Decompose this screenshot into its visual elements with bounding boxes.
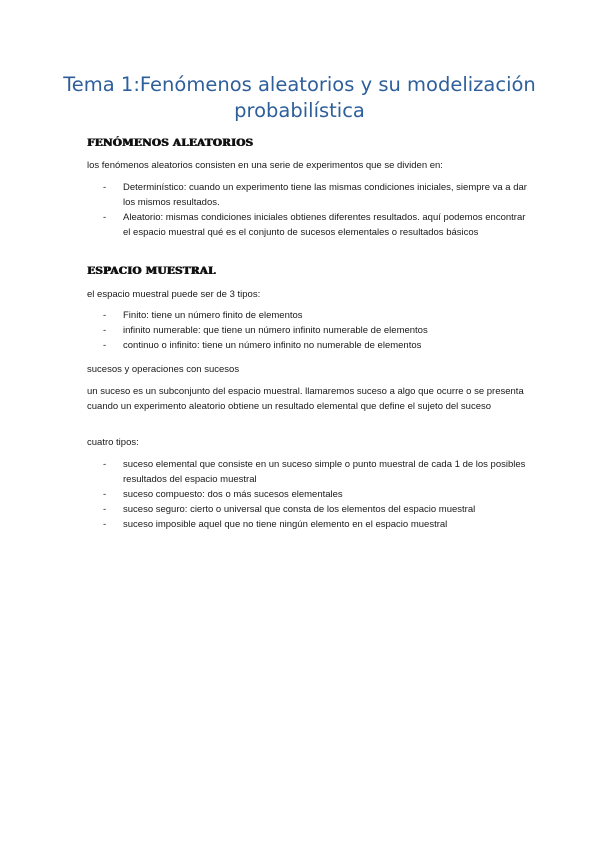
types-list <box>87 457 527 532</box>
bullet-dash: - <box>103 310 107 321</box>
list-item <box>87 180 527 210</box>
list-item <box>87 502 527 517</box>
bullet-dash: - <box>103 325 107 336</box>
list-item <box>87 457 527 487</box>
list-item-text: Finito: tiene un número finito de elementos <box>123 310 303 321</box>
list-item <box>87 517 527 532</box>
list-item-text: suceso compuesto: dos o más sucesos elementales <box>123 489 343 500</box>
bullet-dash: - <box>103 340 107 351</box>
types-intro: cuatro tipos: <box>87 437 139 448</box>
page-title: Tema 1:Fenómenos aleatorios y su modelización probabilística <box>63 73 536 122</box>
bullet-dash: - <box>103 519 107 530</box>
sucesos-paragraph: un suceso es un subconjunto del espacio muestral. llamaremos suceso a algo que ocurre o se presenta cuando un experimento aleatorio obtiene un resultado elemental que define el sujeto del suceso <box>87 386 524 412</box>
bullet-dash: - <box>103 182 107 193</box>
section2-list <box>87 308 527 353</box>
bullet-dash: - <box>103 504 107 515</box>
section1-intro: los fenómenos aleatorios consisten en una serie de experimentos que se dividen en: <box>87 160 443 171</box>
list-item <box>87 210 527 240</box>
list-item <box>87 487 527 502</box>
bullet-dash: - <box>103 459 107 470</box>
section2-intro: el espacio muestral puede ser de 3 tipos: <box>87 289 261 300</box>
section-heading-espacio-muestral: ESPACIO MUESTRAL <box>87 265 216 277</box>
list-item-text: infinito numerable: que tiene un número infinito numerable de elementos <box>123 325 428 336</box>
list-item <box>87 338 527 353</box>
list-item-text: suceso elemental que consiste en un suceso simple o punto muestral de cada 1 de los posibles resultados del espacio muestral <box>123 459 526 485</box>
bullet-dash: - <box>103 489 107 500</box>
section-heading-fenomenos-aleatorios: FENÓMENOS ALEATORIOS <box>87 137 254 149</box>
list-item-text: Determinístico: cuando un experimento tiene las mismas condiciones iniciales, siempre va a dar los mismos resultados. <box>123 182 527 208</box>
list-item-text: suceso seguro: cierto o universal que consta de los elementos del espacio muestral <box>123 504 476 515</box>
bullet-dash: - <box>103 212 107 223</box>
subheading-sucesos: sucesos y operaciones con sucesos <box>87 364 240 375</box>
list-item <box>87 323 527 338</box>
list-item-text: Aleatorio: mismas condiciones iniciales obtienes diferentes resultados. aquí podemos encontrar el espacio muestral qué es el conjunto de sucesos elementales o resultados básicos <box>123 212 526 238</box>
list-item-text: suceso imposible aquel que no tiene ningún elemento en el espacio muestral <box>123 519 448 530</box>
section1-list <box>87 180 527 240</box>
list-item <box>87 308 527 323</box>
list-item-text: continuo o infinito: tiene un número infinito no numerable de elementos <box>123 340 422 351</box>
